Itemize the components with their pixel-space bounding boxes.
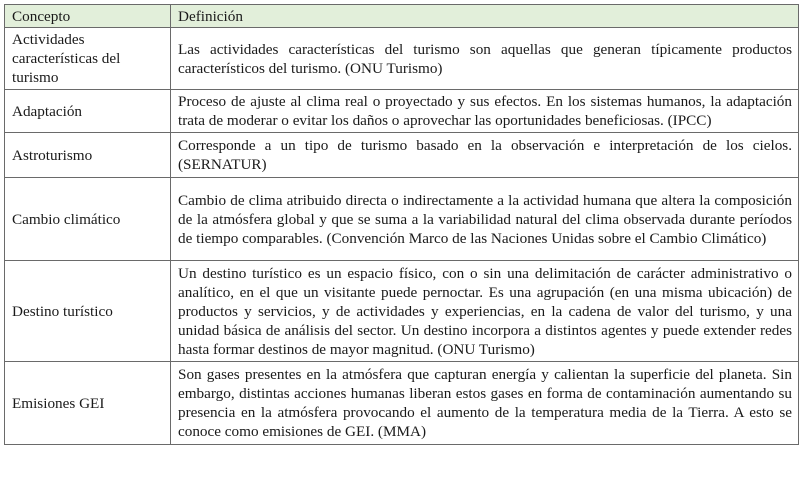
- table-row: [5, 261, 799, 362]
- table-row: [5, 178, 799, 261]
- table-header-row: [5, 5, 799, 28]
- definition-cell: Proceso de ajuste al clima real o proyectado y sus efectos. En los sistemas humanos, la adaptación trata de moderar o evitar los daños o aprovechar las oportunidades beneficiosas. (IPCC): [171, 90, 799, 133]
- concept-cell: Destino turístico: [5, 261, 171, 362]
- glossary-table: [4, 4, 799, 445]
- concept-cell: Emisiones GEI: [5, 362, 171, 445]
- concept-cell: Astroturismo: [5, 133, 171, 178]
- table-row: [5, 90, 799, 133]
- column-header-definition: Definición: [171, 5, 799, 28]
- table-row: [5, 28, 799, 90]
- column-header-concept: Concepto: [5, 5, 171, 28]
- definition-cell: Cambio de clima atribuido directa o indirectamente a la actividad humana que altera la composición de la atmósfera global y que se suma a la variabilidad natural del clima observada durante períodos de tiempo comparables. (Convención Marco de las Naciones Unidas sobre el Cambio Climático): [171, 178, 799, 261]
- definition-cell: Corresponde a un tipo de turismo basado en la observación e interpretación de los cielos. (SERNATUR): [171, 133, 799, 178]
- definition-cell: Las actividades características del turismo son aquellas que generan típicamente productos característicos del turismo. (ONU Turismo): [171, 28, 799, 90]
- definition-cell: Son gases presentes en la atmósfera que capturan energía y calientan la superficie del planeta. Sin embargo, distintas acciones humanas liberan estos gases en forma de contaminación aumentando su presencia en la atmósfera provocando el aumento de la temperatura media de la Tierra. A esto se conoce como emisiones de GEI. (MMA): [171, 362, 799, 445]
- definition-cell: Un destino turístico es un espacio físico, con o sin una delimitación de carácter administrativo o analítico, en el que un visitante puede pernoctar. Es una agrupación (en una misma ubicación) de productos y servicios, y de actividades y experiencias, en la cadena de valor del turismo, y una unidad básica de análisis del sector. Un destino incorpora a distintos agentes y puede extender redes hasta formar destinos de mayor magnitud. (ONU Turismo): [171, 261, 799, 362]
- table-row: [5, 133, 799, 178]
- table-row: [5, 362, 799, 445]
- concept-cell: Cambio climático: [5, 178, 171, 261]
- concept-cell: Adaptación: [5, 90, 171, 133]
- concept-cell: Actividades características del turismo: [5, 28, 171, 90]
